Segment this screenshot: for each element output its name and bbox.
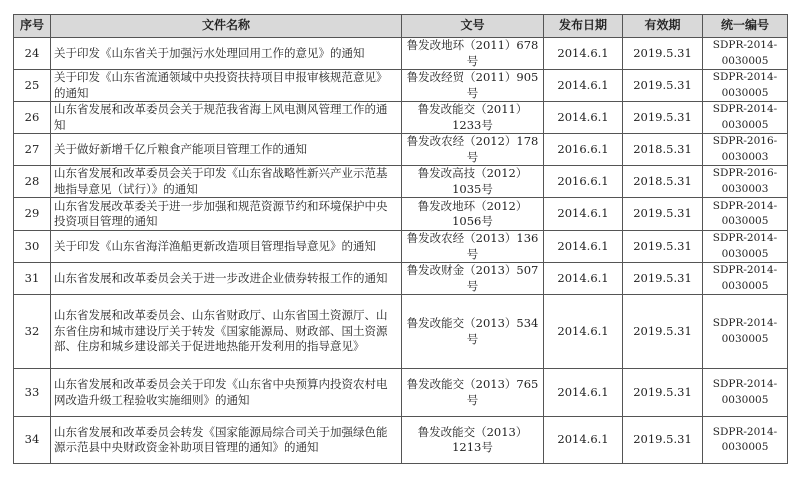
unified-code: SDPR-2016-0030003: [703, 134, 788, 166]
document-number: 鲁发改农经（2013）136号: [402, 231, 544, 263]
unified-code: SDPR-2014-0030005: [703, 417, 788, 464]
document-title: 山东省发展和改革委员会关于进一步改进企业债券转报工作的通知: [51, 263, 402, 295]
publish-date: 2014.6.1: [544, 369, 623, 417]
document-number: 鲁发改农经（2012）178号: [402, 134, 544, 166]
header-valid: 有效期: [623, 15, 703, 38]
table-row: [14, 134, 788, 166]
valid-until: 2018.5.31: [623, 134, 703, 166]
document-title: 山东省发展和改革委员会关于印发《山东省中央预算内投资农村电网改造升级工程验收实施细则》的通知: [51, 369, 402, 417]
document-title: 山东省发展和改革委员会转发《国家能源局综合司关于加强绿色能源示范县中央财政资金补助项目管理的通知》的通知: [51, 417, 402, 464]
row-number: 25: [14, 70, 51, 102]
row-number: 28: [14, 166, 51, 198]
publish-date: 2014.6.1: [544, 38, 623, 70]
table-row: [14, 263, 788, 295]
table-body: [14, 38, 788, 464]
row-number: 26: [14, 102, 51, 134]
valid-until: 2018.5.31: [623, 166, 703, 198]
header-date: 发布日期: [544, 15, 623, 38]
header-docno: 文号: [402, 15, 544, 38]
document-number: 鲁发改能交（2013）534号: [402, 295, 544, 369]
document-title: 关于印发《山东省流通领域中央投资扶持项目申报审核规范意见》的通知: [51, 70, 402, 102]
publish-date: 2016.6.1: [544, 166, 623, 198]
publish-date: 2014.6.1: [544, 198, 623, 231]
table-header-row: [14, 15, 788, 38]
row-number: 29: [14, 198, 51, 231]
header-code: 统一编号: [703, 15, 788, 38]
publish-date: 2014.6.1: [544, 70, 623, 102]
publish-date: 2014.6.1: [544, 231, 623, 263]
table-row: [14, 166, 788, 198]
document-number: 鲁发改经贸（2011）905号: [402, 70, 544, 102]
row-number: 24: [14, 38, 51, 70]
row-number: 27: [14, 134, 51, 166]
valid-until: 2019.5.31: [623, 417, 703, 464]
document-title: 山东省发展和改革委员会关于印发《山东省战略性新兴产业示范基地指导意见（试行）》的通知: [51, 166, 402, 198]
valid-until: 2019.5.31: [623, 369, 703, 417]
publish-date: 2014.6.1: [544, 263, 623, 295]
document-title: 山东省发展改革委关于进一步加强和规范资源节约和环境保护中央投资项目管理的通知: [51, 198, 402, 231]
document-title: 关于印发《山东省海洋渔船更新改造项目管理指导意见》的通知: [51, 231, 402, 263]
table-row: [14, 417, 788, 464]
table-row: [14, 38, 788, 70]
header-title: 文件名称: [51, 15, 402, 38]
document-number: 鲁发改能交（2013）765号: [402, 369, 544, 417]
unified-code: SDPR-2014-0030005: [703, 295, 788, 369]
document-number: 鲁发改能交（2013）1213号: [402, 417, 544, 464]
document-title: 关于印发《山东省关于加强污水处理回用工作的意见》的通知: [51, 38, 402, 70]
table-row: [14, 369, 788, 417]
document-list-table: [13, 14, 788, 464]
document-number: 鲁发改地环（2011）678号: [402, 38, 544, 70]
publish-date: 2014.6.1: [544, 417, 623, 464]
header-no: 序号: [14, 15, 51, 38]
unified-code: SDPR-2014-0030005: [703, 198, 788, 231]
publish-date: 2014.6.1: [544, 102, 623, 134]
table-row: [14, 70, 788, 102]
unified-code: SDPR-2016-0030003: [703, 166, 788, 198]
unified-code: SDPR-2014-0030005: [703, 102, 788, 134]
unified-code: SDPR-2014-0030005: [703, 38, 788, 70]
document-title: 关于做好新增千亿斤粮食产能项目管理工作的通知: [51, 134, 402, 166]
document-title: 山东省发展和改革委员会关于规范我省海上风电测风管理工作的通知: [51, 102, 402, 134]
row-number: 34: [14, 417, 51, 464]
table-row: [14, 102, 788, 134]
unified-code: SDPR-2014-0030005: [703, 263, 788, 295]
row-number: 30: [14, 231, 51, 263]
unified-code: SDPR-2014-0030005: [703, 231, 788, 263]
valid-until: 2019.5.31: [623, 263, 703, 295]
row-number: 33: [14, 369, 51, 417]
row-number: 31: [14, 263, 51, 295]
valid-until: 2019.5.31: [623, 38, 703, 70]
table-row: [14, 295, 788, 369]
document-title: 山东省发展和改革委员会、山东省财政厅、山东省国土资源厅、山东省住房和城市建设厅关于转发《国家能源局、财政部、国土资源部、住房和城乡建设部关于促进地热能开发利用的指导意见》: [51, 295, 402, 369]
publish-date: 2016.6.1: [544, 134, 623, 166]
valid-until: 2019.5.31: [623, 231, 703, 263]
document-number: 鲁发改能交（2011）1233号: [402, 102, 544, 134]
unified-code: SDPR-2014-0030005: [703, 70, 788, 102]
valid-until: 2019.5.31: [623, 295, 703, 369]
valid-until: 2019.5.31: [623, 198, 703, 231]
table-row: [14, 231, 788, 263]
unified-code: SDPR-2014-0030005: [703, 369, 788, 417]
publish-date: 2014.6.1: [544, 295, 623, 369]
valid-until: 2019.5.31: [623, 70, 703, 102]
document-number: 鲁发改地环（2012）1056号: [402, 198, 544, 231]
table-row: [14, 198, 788, 231]
document-number: 鲁发改财金（2013）507号: [402, 263, 544, 295]
document-number: 鲁发改高技（2012）1035号: [402, 166, 544, 198]
valid-until: 2019.5.31: [623, 102, 703, 134]
row-number: 32: [14, 295, 51, 369]
